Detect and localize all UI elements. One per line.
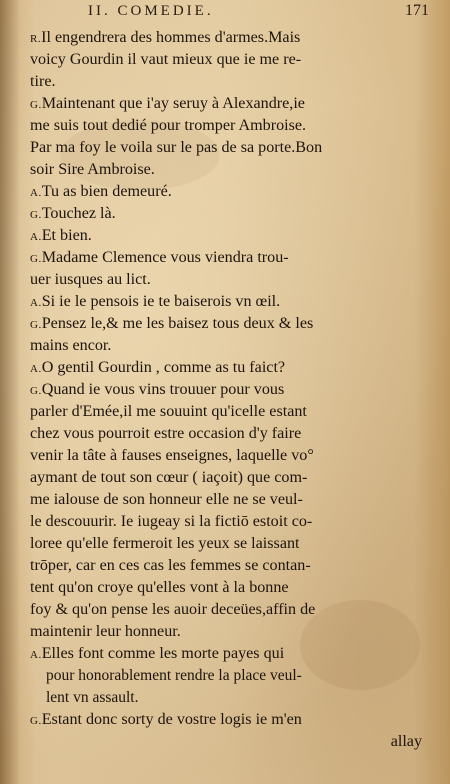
line-text: me suis tout dedié pour tromper Ambroise. (30, 117, 307, 134)
text-line (30, 709, 440, 731)
line-text: foy & qu'on pense les auoir deceües,affin de (30, 601, 316, 618)
text-line (30, 203, 440, 225)
speaker-mark: G. (30, 99, 42, 111)
line-text: pour honorablement rendre la place veul- (46, 667, 302, 684)
line-text: Si ie le pensois ie te baiserois vn œil. (41, 293, 281, 310)
line-text: allay (390, 733, 422, 750)
line-text: Madame Clemence vous viendra trou- (41, 249, 289, 266)
line-text: Elles font comme les morte payes qui (41, 645, 285, 662)
text-line (30, 269, 440, 291)
line-text: trōper, car en ces cas les femmes se contan- (30, 557, 311, 574)
text-line (30, 357, 440, 379)
speaker-mark: G. (30, 385, 42, 397)
speaker-mark: A. (30, 297, 42, 309)
text-line (30, 225, 440, 247)
text-line (30, 555, 440, 577)
running-head: II. COMEDIE. (88, 3, 214, 19)
text-line (30, 423, 440, 445)
line-text: tire. (30, 73, 56, 90)
line-text: lent vn assault. (46, 689, 139, 706)
speaker-mark: G. (30, 715, 42, 727)
line-text: uer iusques au lict. (30, 271, 151, 288)
text-line (30, 401, 440, 423)
line-text: Tu as bien demeuré. (41, 183, 172, 200)
line-text: tent qu'on croye qu'elles vont à la bonne (30, 579, 289, 596)
speaker-mark: A. (30, 187, 42, 199)
text-line (30, 159, 440, 181)
page-number: 171 (405, 2, 429, 19)
speaker-mark: R. (30, 33, 42, 45)
text-line (30, 577, 440, 599)
line-text: Touchez là. (41, 205, 116, 222)
text-line (30, 313, 440, 335)
line-text: le descouurir. Ie iugeay si la fictiō estoit co- (30, 513, 313, 530)
text-line (30, 181, 440, 203)
text-line (30, 115, 440, 137)
text-line (30, 27, 440, 49)
line-text: Par ma foy le voila sur le pas de sa porte.Bon (30, 139, 323, 156)
line-text: Pensez le,& me les baisez tous deux & les (41, 315, 314, 332)
line-text: Maintenant que i'ay seruy à Alexandre,ie (41, 95, 305, 112)
line-text: soir Sire Ambroise. (30, 161, 155, 178)
speaker-mark: G. (30, 319, 42, 331)
speaker-mark: A. (30, 231, 42, 243)
text-line (30, 489, 440, 511)
text-line (30, 665, 440, 687)
text-line (30, 93, 440, 115)
text-line (30, 511, 440, 533)
line-text: mains encor. (30, 337, 112, 354)
line-text: O gentil Gourdin , comme as tu faict? (41, 359, 286, 376)
text-line (30, 599, 440, 621)
text-line (30, 621, 440, 643)
speaker-mark: A. (30, 363, 42, 375)
speaker-mark: G. (30, 253, 42, 265)
text-line (30, 467, 440, 489)
catchword (30, 731, 440, 753)
line-text: maintenir leur honneur. (30, 623, 181, 640)
text-line (30, 533, 440, 555)
line-text: me ialouse de son honneur elle ne se veul- (30, 491, 303, 508)
line-text: chez vous pourroit estre occasion d'y faire (30, 425, 302, 442)
text-line (30, 291, 440, 313)
line-text: Il engendrera des hommes d'armes.Mais (41, 29, 301, 46)
line-text: aymant de tout son cœur ( iaçoit) que com- (30, 469, 308, 486)
line-text: Estant donc sorty de vostre logis ie m'en (41, 711, 302, 728)
text-line (30, 71, 440, 93)
page-header (0, 0, 450, 24)
text-line (30, 445, 440, 467)
speaker-mark: G. (30, 209, 42, 221)
text-line (30, 687, 440, 709)
page-gutter-shadow (0, 0, 20, 784)
text-line (30, 49, 440, 71)
line-text: loree qu'elle fermeroit les yeux se laissant (30, 535, 300, 552)
text-line (30, 247, 440, 269)
line-text: parler d'Emée,il me souuint qu'icelle estant (30, 403, 307, 420)
line-text: Quand ie vous vins trouuer pour vous (41, 381, 285, 398)
line-text: venir la tâte à fauses enseignes, laquelle vo° (30, 447, 314, 464)
text-line (30, 137, 440, 159)
line-text: voicy Gourdin il vaut mieux que ie me re- (30, 51, 302, 68)
speaker-mark: A. (30, 649, 42, 661)
dialogue-text (30, 27, 440, 753)
text-line (30, 643, 440, 665)
text-line (30, 335, 440, 357)
text-line (30, 379, 440, 401)
line-text: Et bien. (41, 227, 92, 244)
